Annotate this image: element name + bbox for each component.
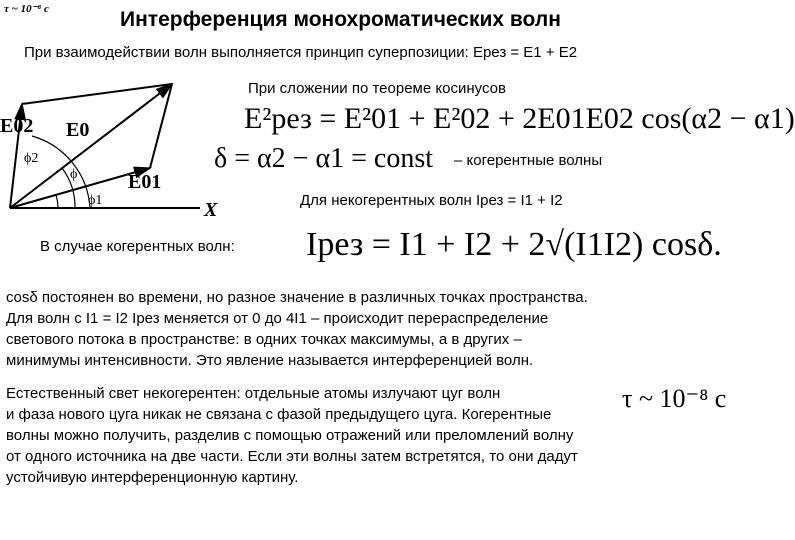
superposition-text: При взаимодействии волн выполняется принцип суперпозиции: Eрез = E1 + E2: [24, 44, 578, 61]
coherent-case-label: В случае когерентных волн:: [40, 238, 235, 255]
parallelogram-right: [150, 84, 172, 168]
corner-tau-label: τ ~ 10⁻⁸ c: [4, 3, 49, 15]
paragraph-line: волны можно получить, разделив с помощью отражений или преломлений волну: [6, 427, 574, 444]
angle-arc-phi2: [32, 136, 90, 208]
paragraph-interference: [6, 287, 588, 371]
cosine-theorem-label: При сложении по теореме косинусов: [248, 80, 506, 97]
angle-arc-phi1: [56, 195, 58, 208]
label-x: X: [204, 199, 218, 221]
label-e0: E0: [66, 119, 90, 141]
paragraph-line: устойчивую интерференционную картину.: [6, 469, 299, 486]
paragraph-line: cosδ постоянен во времени, но разное значение в различных точках пространства.: [6, 289, 588, 306]
paragraph-line: от одного источника на две части. Если эти волны затем встретятся, то они дадут: [6, 448, 578, 465]
tau-formula: τ ~ 10⁻⁸ c: [622, 384, 727, 413]
paragraph-line: минимумы интенсивности. Это явление называется интерференцией волн.: [6, 352, 534, 369]
paragraph-line: Естественный свет некогерентен: отдельные атомы излучают цуг волн: [6, 385, 501, 402]
coherent-note: – когерентные волны: [454, 152, 603, 169]
paragraph-natural-light: [6, 383, 578, 488]
label-phi1: ϕ1: [88, 193, 103, 208]
paragraph-line: светового потока в пространстве: в одних точках максимумы, а в других –: [6, 331, 522, 348]
label-e01: E01: [128, 171, 162, 193]
formula-intensity: Iрез = I1 + I2 + 2√(I1I2) cosδ.: [306, 226, 722, 263]
label-phi2: ϕ2: [24, 151, 39, 166]
vector-diagram: [0, 80, 230, 220]
paragraph-line: и фаза нового цуга никак не связана с фазой предыдущего цуга. Когерентные: [6, 406, 552, 423]
page-title: Интерференция монохроматических волн: [120, 8, 561, 31]
formula-delta: δ = α2 − α1 = const: [214, 143, 434, 174]
formula-cosine: E²рез = E²01 + E²02 + 2E01E02 cos(α2 − α1): [244, 102, 795, 135]
incoherent-text: Для некогерентных волн Iрез = I1 + I2: [300, 192, 563, 209]
label-phi: ϕ: [70, 167, 78, 182]
paragraph-line: Для волн с I1 = I2 Iрез меняется от 0 до 4I1 – происходит перераспределение: [6, 310, 549, 327]
label-e02: E02: [0, 115, 34, 137]
